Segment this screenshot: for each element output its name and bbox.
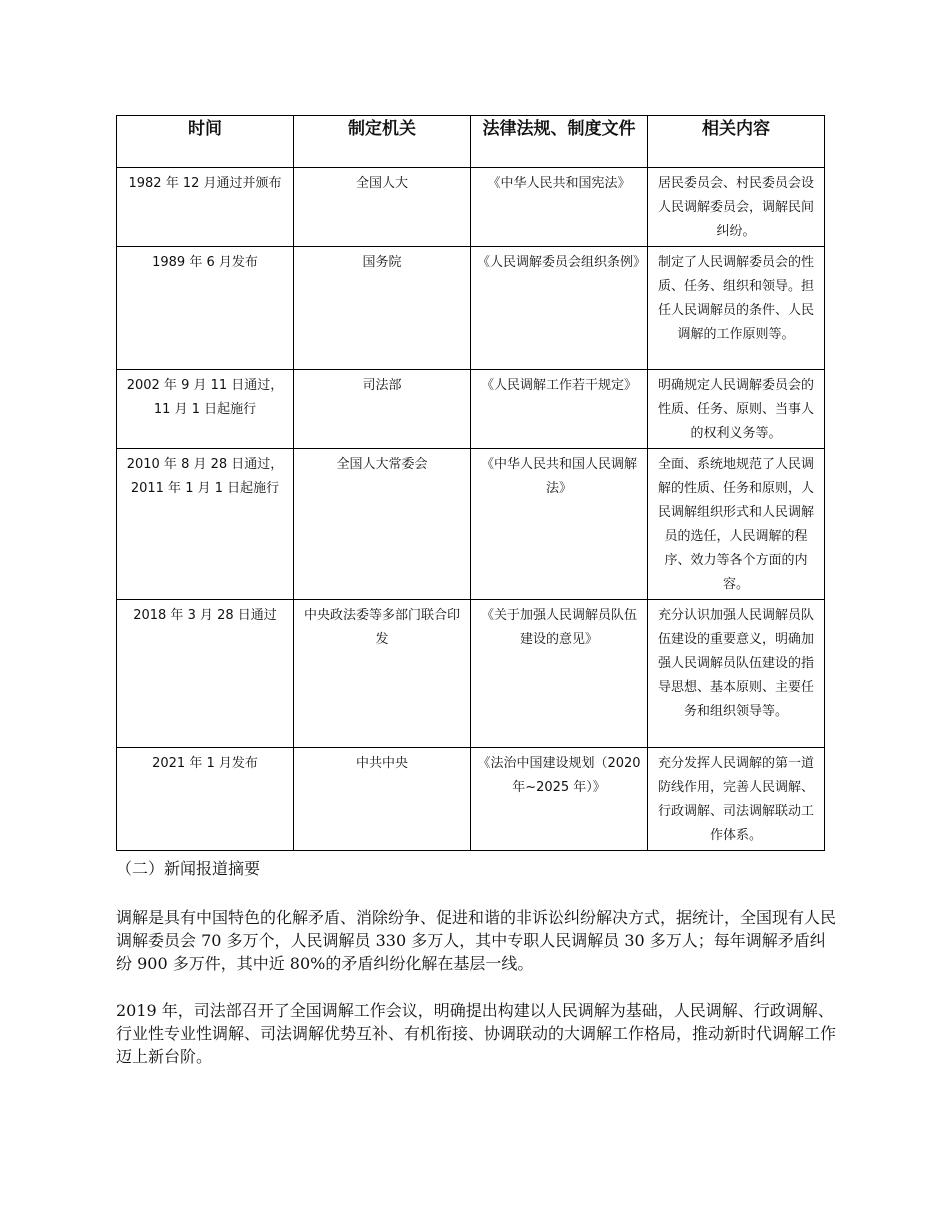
cell-agency: 中共中央 xyxy=(294,748,471,851)
cell-time: 2010 年 8 月 28 日通过，2011 年 1 月 1 日起施行 xyxy=(117,449,294,600)
table-row xyxy=(117,600,825,748)
cell-document: 《中华人民共和国宪法》 xyxy=(471,168,648,247)
cell-agency: 中央政法委等多部门联合印发 xyxy=(294,600,471,748)
cell-agency: 司法部 xyxy=(294,370,471,449)
cell-content: 制定了人民调解委员会的性质、任务、组织和领导。担任人民调解员的条件、人民调解的工作原则等。 xyxy=(648,247,825,370)
table-row xyxy=(117,449,825,600)
cell-content: 充分认识加强人民调解员队伍建设的重要意义，明确加强人民调解员队伍建设的指导思想、基本原则、主要任务和组织领导等。 xyxy=(648,600,825,748)
cell-document: 《人民调解委员会组织条例》 xyxy=(471,247,648,370)
cell-time: 2002 年 9 月 11 日通过，11 月 1 日起施行 xyxy=(117,370,294,449)
mediation-law-table xyxy=(116,115,825,851)
table-header-row xyxy=(117,116,825,168)
cell-content: 全面、系统地规范了人民调解的性质、任务和原则，人民调解组织形式和人民调解员的选任，人民调解的程序、效力等各个方面的内容。 xyxy=(648,449,825,600)
table-row xyxy=(117,168,825,247)
cell-agency: 全国人大常委会 xyxy=(294,449,471,600)
cell-document: 《法治中国建设规划（2020 年~2025 年）》 xyxy=(471,748,648,851)
header-agency: 制定机关 xyxy=(294,116,471,168)
cell-agency: 全国人大 xyxy=(294,168,471,247)
table-row xyxy=(117,748,825,851)
cell-time: 2018 年 3 月 28 日通过 xyxy=(117,600,294,748)
cell-document: 《关于加强人民调解员队伍建设的意见》 xyxy=(471,600,648,748)
cell-document: 《人民调解工作若干规定》 xyxy=(471,370,648,449)
cell-content: 明确规定人民调解委员会的性质、任务、原则、当事人的权利义务等。 xyxy=(648,370,825,449)
cell-content: 居民委员会、村民委员会设人民调解委员会，调解民间纠纷。 xyxy=(648,168,825,247)
header-content: 相关内容 xyxy=(648,116,825,168)
cell-agency: 国务院 xyxy=(294,247,471,370)
cell-time: 2021 年 1 月发布 xyxy=(117,748,294,851)
header-time: 时间 xyxy=(117,116,294,168)
cell-time: 1989 年 6 月发布 xyxy=(117,247,294,370)
header-document: 法律法规、制度文件 xyxy=(471,116,648,168)
body-paragraph: 2019 年，司法部召开了全国调解工作会议，明确提出构建以人民调解为基础，人民调解、行政调解、行业性专业性调解、司法调解优势互补、有机衔接、协调联动的大调解工作格局，推动新时代调解工作迈上新台阶。 xyxy=(116,1001,837,1066)
body-paragraph: 调解是具有中国特色的化解矛盾、消除纷争、促进和谐的非诉讼纠纷解决方式，据统计，全国现有人民调解委员会 70 多万个，人民调解员 330 多万人，其中专职人民调解员 30 多万人；每年调解矛盾纠纷 900 多万件，其中近 80%的矛盾纠纷化解在基层一线。 xyxy=(116,908,837,973)
table-row xyxy=(117,370,825,449)
cell-document: 《中华人民共和国人民调解法》 xyxy=(471,449,648,600)
cell-content: 充分发挥人民调解的第一道防线作用，完善人民调解、行政调解、司法调解联动工作体系。 xyxy=(648,748,825,851)
section-heading-news-summary: （二）新闻报道摘要 xyxy=(116,859,261,878)
cell-time: 1982 年 12 月通过并颁布 xyxy=(117,168,294,247)
table-row xyxy=(117,247,825,370)
